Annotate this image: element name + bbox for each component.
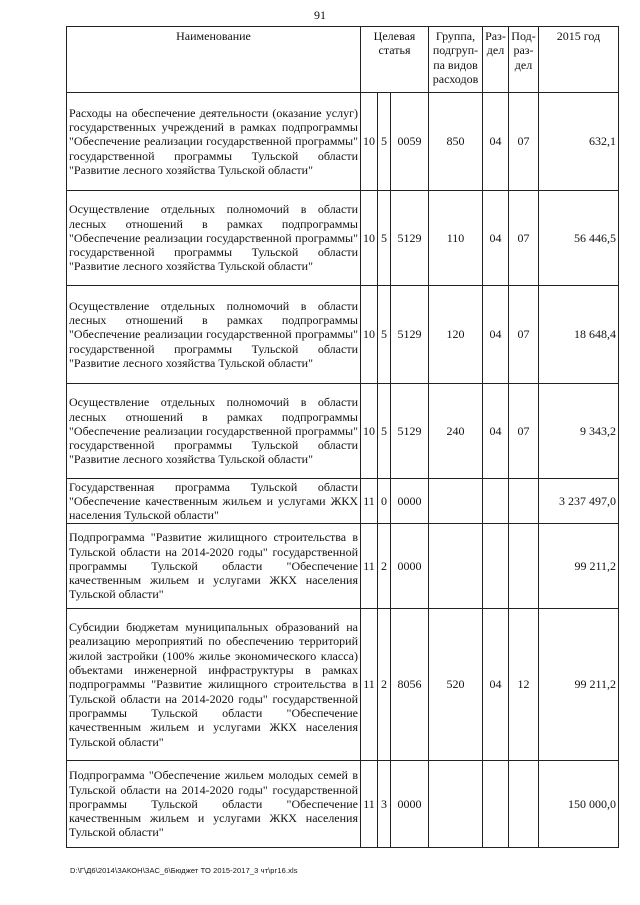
subsection: 07 [509,286,539,384]
header-section: Раз-дел [483,27,509,93]
budget-table [66,26,619,848]
target-code-a: 10 [361,93,378,191]
expense-group: 850 [429,93,483,191]
subsection [509,479,539,524]
expense-group [429,479,483,524]
header-year: 2015 год [539,27,619,93]
section [483,479,509,524]
subsection [509,761,539,848]
target-code-b: 0 [378,479,391,524]
target-code-a: 10 [361,191,378,286]
target-code-b: 5 [378,93,391,191]
table-row [67,609,619,761]
subsection: 12 [509,609,539,761]
target-code-a: 10 [361,286,378,384]
target-code-a: 11 [361,761,378,848]
row-name: Субсидии бюджетам муниципальных образований на реализацию мероприятий по обеспечению территорий жилой застройки (100% жилье экономического класса) объектами инженерной инфраструктуры в рамках подпрограммы "Развитие жилищного строительства в Тульской области на 2014-2020 годы" государственной программы Тульской области "Обеспечение качественным жильем и услугами ЖКХ населения Тульской области" [67,609,361,761]
footer-path: D:\Г\Д6\2014\ЗАКОН\ЗАС_6\Бюджет ТО 2015-2017_3 чт\рг16.xls [70,866,298,875]
expense-group: 240 [429,384,483,479]
section: 04 [483,286,509,384]
amount-2015: 56 446,5 [539,191,619,286]
header-subsection: Под-раз-дел [509,27,539,93]
subsection [509,524,539,609]
header-group: Группа, подгруп-па видов расходов [429,27,483,93]
target-code-a: 11 [361,609,378,761]
amount-2015: 18 648,4 [539,286,619,384]
table-row [67,479,619,524]
row-name: Государственная программа Тульской области "Обеспечение качественным жильем и услугами ЖКХ населения Тульской области" [67,479,361,524]
section: 04 [483,93,509,191]
target-code-a: 11 [361,524,378,609]
header-name: Наименование [67,27,361,93]
amount-2015: 150 000,0 [539,761,619,848]
table-row [67,286,619,384]
row-name: Подпрограмма "Развитие жилищного строительства в Тульской области на 2014-2020 годы" государственной программы Тульской области "Обеспечение качественным жильем и услугами ЖКХ населения Тульской области" [67,524,361,609]
section [483,524,509,609]
target-code-c: 0000 [391,479,429,524]
expense-group [429,761,483,848]
section: 04 [483,609,509,761]
expense-group [429,524,483,609]
target-code-c: 0059 [391,93,429,191]
target-code-c: 0000 [391,761,429,848]
table-row [67,93,619,191]
amount-2015: 632,1 [539,93,619,191]
row-name: Осуществление отдельных полномочий в области лесных отношений в рамках подпрограммы "Обеспечение реализации государственной программы" государственной программы Тульской области "Развитие лесного хозяйства Тульской области" [67,384,361,479]
target-code-b: 2 [378,524,391,609]
table-row [67,524,619,609]
target-code-c: 5129 [391,191,429,286]
target-code-c: 5129 [391,286,429,384]
target-code-b: 5 [378,286,391,384]
subsection: 07 [509,384,539,479]
target-code-b: 5 [378,384,391,479]
row-name: Расходы на обеспечение деятельности (оказание услуг) государственных учреждений в рамках подпрограммы "Обеспечение реализации государственной программы" государственной программы Тульской области "Развитие лесного хозяйства Тульской области" [67,93,361,191]
table-row [67,761,619,848]
expense-group: 520 [429,609,483,761]
row-name: Осуществление отдельных полномочий в области лесных отношений в рамках подпрограммы "Обеспечение реализации государственной программы" государственной программы Тульской области "Развитие лесного хозяйства Тульской области" [67,191,361,286]
header-row [67,27,619,93]
target-code-c: 8056 [391,609,429,761]
subsection: 07 [509,93,539,191]
page-number: 91 [314,8,326,22]
expense-group: 120 [429,286,483,384]
target-code-b: 2 [378,609,391,761]
table-row [67,191,619,286]
row-name: Подпрограмма "Обеспечение жильем молодых семей в Тульской области на 2014-2020 годы" государственной программы Тульской области "Обеспечение качественным жильем и услугами ЖКХ населения Тульской области" [67,761,361,848]
section [483,761,509,848]
section: 04 [483,191,509,286]
subsection: 07 [509,191,539,286]
target-code-a: 10 [361,384,378,479]
target-code-c: 0000 [391,524,429,609]
amount-2015: 99 211,2 [539,609,619,761]
target-code-b: 3 [378,761,391,848]
amount-2015: 3 237 497,0 [539,479,619,524]
row-name: Осуществление отдельных полномочий в области лесных отношений в рамках подпрограммы "Обеспечение реализации государственной программы" государственной программы Тульской области "Развитие лесного хозяйства Тульской области" [67,286,361,384]
header-target: Целевая статья [361,27,429,93]
table-row [67,384,619,479]
target-code-b: 5 [378,191,391,286]
section: 04 [483,384,509,479]
target-code-c: 5129 [391,384,429,479]
amount-2015: 9 343,2 [539,384,619,479]
target-code-a: 11 [361,479,378,524]
amount-2015: 99 211,2 [539,524,619,609]
expense-group: 110 [429,191,483,286]
